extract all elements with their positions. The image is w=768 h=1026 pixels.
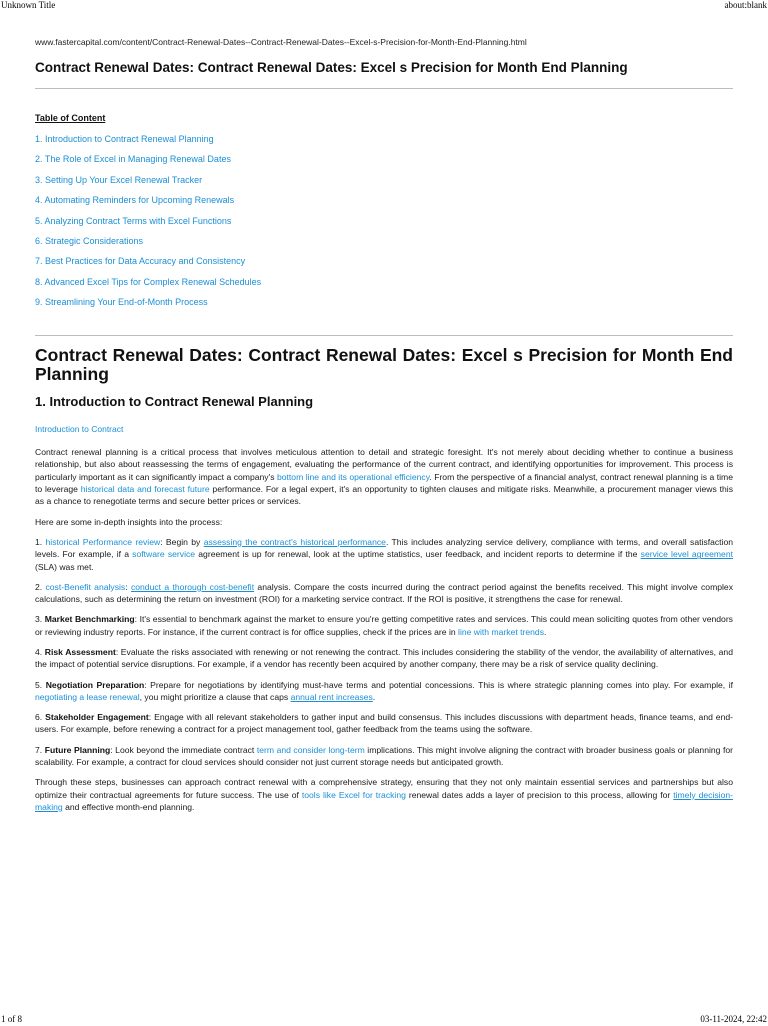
text: : It's essential to benchmark against the market to ensure you're getting competitive rates and services. This could mean soliciting quotes from other vendors or reviewing industry reports. For instance, if the current contract is for office supplies, check if the prices are in <box>35 614 733 637</box>
link[interactable]: annual rent increases <box>290 691 373 702</box>
link[interactable]: bottom line and its operational efficiency <box>276 471 430 482</box>
text: : <box>125 581 131 592</box>
divider <box>35 88 733 89</box>
intro-paragraph <box>35 446 733 507</box>
item-number: 4. <box>35 646 45 657</box>
list-item-3 <box>35 613 733 638</box>
page-counter: 1 of 8 <box>1 1014 22 1024</box>
item-number: 2. <box>35 581 46 592</box>
toc-link-7[interactable]: 7. Best Practices for Data Accuracy and Consistency <box>35 256 246 267</box>
print-footer <box>0 1014 768 1026</box>
text: agreement is up for renewal, look at the uptime statistics, user feedback, and incident reports to determine if the <box>195 549 641 560</box>
intro-link-wrap <box>35 424 733 434</box>
list-item-7 <box>35 744 733 769</box>
item-label: Market Benchmarking <box>44 614 135 625</box>
toc-item <box>35 296 733 308</box>
page-url: www.fastercapital.com/content/Contract-Renewal-Dates--Contract-Renewal-Dates--Excel-s-Precision-for-Month-End-Planning.html <box>35 37 527 47</box>
insights-lead: Here are some in-depth insights into the process: <box>35 516 223 527</box>
item-number: 6. <box>35 712 46 723</box>
toc-item <box>35 133 733 145</box>
toc-item <box>35 153 733 165</box>
text: and effective month-end planning. <box>62 801 195 812</box>
text: , you might prioritize a clause that caps <box>139 691 291 702</box>
text: Contract renewal planning is a critical process that involves meticulous attention to detail and strategic foresight. It's not merely about deciding whether to continue a business relationship, but also about reassessing the terms of engagement, evaluating the performance of the current contract, and identifying opportunities for improvement. This process is particularly important as it can significantly impact a company's <box>35 447 733 482</box>
print-header <box>0 0 768 12</box>
text: : Evaluate the risks associated with renewing or not renewing the contract. This includes considering the stability of the vendor, the availability of alternatives, and the impact of potential service disruptions. For example, if a vendor has recently been acquired by another company, there may be a risk of service quality declining. <box>35 646 733 670</box>
link[interactable]: software service <box>132 549 196 560</box>
text: : Look beyond the immediate contract <box>110 744 257 755</box>
link[interactable]: historical Performance review <box>45 536 161 547</box>
item-number: 1. <box>35 536 46 547</box>
link[interactable]: cost-Benefit analysis <box>45 581 126 592</box>
toc-link-5[interactable]: 5. Analyzing Contract Terms with Excel Functions <box>35 215 232 226</box>
link[interactable]: assessing the contract's historical performance <box>203 536 386 547</box>
item-label: Negotiation Preparation <box>45 679 145 690</box>
intro-link[interactable]: Introduction to Contract <box>35 424 124 435</box>
section-heading: 1. Introduction to Contract Renewal Planning <box>35 394 314 410</box>
text: . This includes analyzing service delivery, compliance with terms, and overall satisfaction levels. For example, if a <box>35 536 734 560</box>
text: : Engage with all relevant stakeholders to gather input and build consensus. This includes discussions with department heads, finance teams, and end-users. For example, before renewing a contract for a project management tool, gather feedback from the teams using the software. <box>35 712 733 735</box>
article-title: Contract Renewal Dates: Contract Renewal Dates: Excel s Precision for Month End Planning <box>35 345 733 385</box>
text: analysis. Compare the costs incurred during the contract period against the benefits received. This might involve complex calculations, such as determining the return on investment (ROI) for a marketing service contract. If the ROI is positive, it strengthens the case for renewal. <box>35 581 734 605</box>
link[interactable]: negotiating a lease renewal <box>35 691 140 702</box>
toc-link-3[interactable]: 3. Setting Up Your Excel Renewal Tracker <box>35 174 203 185</box>
page-content <box>35 37 733 821</box>
text: . From the perspective of a financial analyst, contract renewal planning is a time to leverage <box>35 471 733 495</box>
text: : Prepare for negotiations by identifying must-have terms and potential concessions. This is where strategic planning comes into play. For example, if <box>144 679 733 690</box>
text: renewal dates adds a layer of precision to this process, allowing for <box>405 789 674 800</box>
link[interactable]: service level agreement <box>640 549 734 560</box>
list-item-4 <box>35 646 733 671</box>
page-title: Contract Renewal Dates: Contract Renewal Dates: Excel s Precision for Month End Planning <box>35 60 628 75</box>
toc-item <box>35 255 733 267</box>
toc-link-2[interactable]: 2. The Role of Excel in Managing Renewal Dates <box>35 154 231 165</box>
print-timestamp: 03-11-2024, 22:42 <box>700 1014 767 1024</box>
divider <box>35 335 733 336</box>
item-label: Risk Assessment <box>44 646 116 657</box>
text: implications. This might involve aligning the contract with broader business goals or planning for scalability. For example, a contract for cloud services should consider not just current storage needs but anticipated growth. <box>35 744 734 768</box>
item-number: 7. <box>35 744 45 755</box>
table-of-contents <box>35 133 733 308</box>
toc-heading: Table of Content <box>35 113 106 123</box>
link[interactable]: term and consider long-term <box>256 744 365 755</box>
item-label: Future Planning <box>44 744 111 755</box>
text: performance. For a legal expert, it's an opportunity to tighten clauses and mitigate risks. Meanwhile, a procurement manager views this as a chance to renegotiate terms and secure better prices or services. <box>35 484 733 507</box>
item-number: 3. <box>35 614 45 625</box>
toc-link-1[interactable]: 1. Introduction to Contract Renewal Planning <box>35 134 214 144</box>
closing-paragraph <box>35 776 733 813</box>
list-item-6 <box>35 711 733 736</box>
link[interactable]: line with market trends <box>458 626 545 637</box>
text: . <box>372 691 376 702</box>
list-item-5 <box>35 679 733 704</box>
link[interactable]: tools like Excel for tracking <box>301 789 406 800</box>
text: : Begin by <box>160 536 204 547</box>
toc-item <box>35 194 733 206</box>
item-number: 5. <box>35 679 46 690</box>
toc-item <box>35 215 733 227</box>
toc-item <box>35 276 733 288</box>
text: . <box>544 626 547 637</box>
toc-item <box>35 235 733 247</box>
toc-link-9[interactable]: 9. Streamlining Your End-of-Month Process <box>35 297 208 308</box>
list-item-1 <box>35 536 733 573</box>
toc-link-4[interactable]: 4. Automating Reminders for Upcoming Renewals <box>35 195 235 206</box>
print-header-url: about:blank <box>724 0 767 10</box>
text: Through these steps, businesses can approach contract renewal with a comprehensive strategy, ensuring that they not only maintain essential services and partnerships but also optimize their contractual agreements for future success. The use of <box>35 777 733 800</box>
list-item-2 <box>35 581 733 606</box>
toc-item <box>35 174 733 186</box>
link[interactable]: timely decision-making <box>35 789 733 812</box>
link[interactable]: historical data and forecast future <box>80 484 210 495</box>
print-header-title: Unknown Title <box>1 0 56 10</box>
toc-link-6[interactable]: 6. Strategic Considerations <box>35 235 144 246</box>
item-label: Stakeholder Engagement <box>45 712 149 723</box>
text: (SLA) was met. <box>35 561 94 572</box>
toc-link-8[interactable]: 8. Advanced Excel Tips for Complex Renewal Schedules <box>35 276 262 287</box>
link[interactable]: conduct a thorough cost-benefit <box>130 581 255 592</box>
